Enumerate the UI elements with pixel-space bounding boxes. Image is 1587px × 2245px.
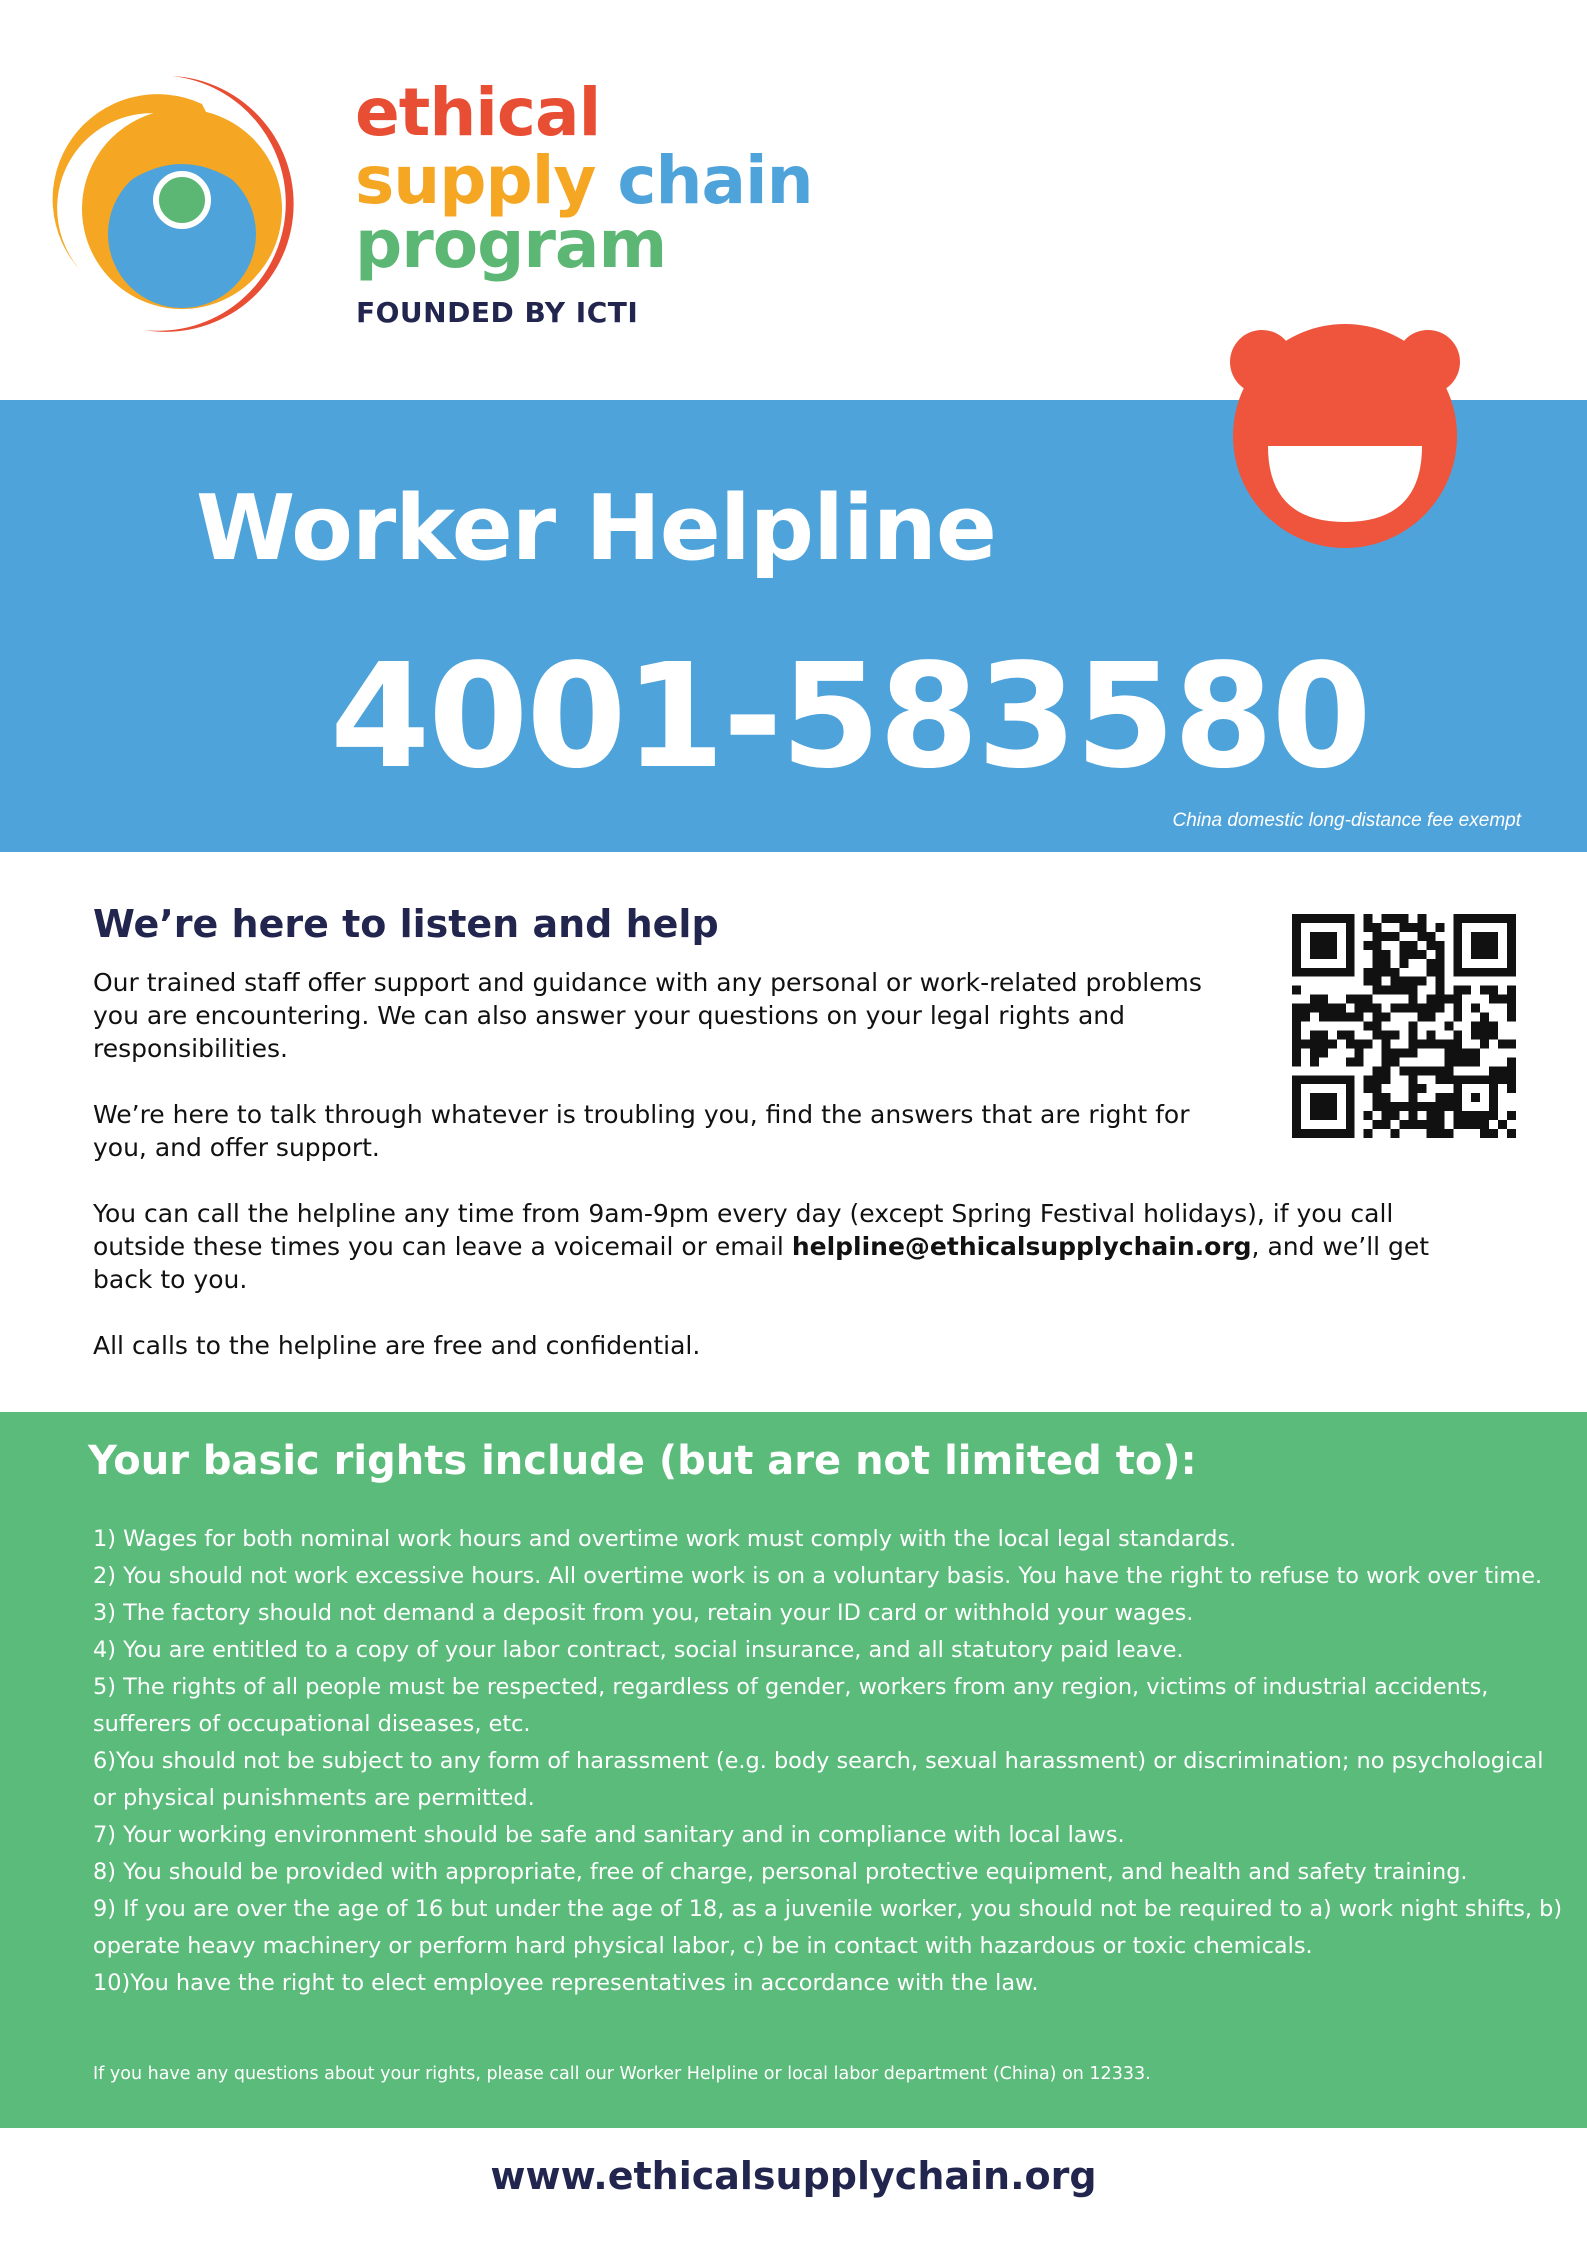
qr-module [1346,1039,1355,1048]
qr-module [1292,986,1301,995]
qr-module [1426,1030,1435,1039]
qr-module [1435,1066,1444,1075]
qr-module [1382,1013,1391,1022]
qr-module [1391,1030,1400,1039]
qr-module [1373,1084,1382,1093]
qr-module [1417,1102,1426,1111]
qr-module [1373,941,1382,950]
qr-module [1444,995,1453,1004]
qr-module [1408,1048,1417,1057]
qr-module [1489,995,1498,1004]
qr-module [1480,1129,1489,1138]
qr-module [1435,995,1444,1004]
qr-module [1391,1004,1400,1013]
qr-module [1408,1066,1417,1075]
qr-module [1453,995,1462,1004]
qr-module [1364,1111,1373,1120]
qr-module [1444,1048,1453,1057]
qr-module [1292,1039,1301,1048]
qr-module [1373,932,1382,941]
qr-module [1346,1057,1355,1066]
qr-module [1400,923,1409,932]
qr-module [1426,932,1435,941]
qr-module [1319,1039,1328,1048]
logo-green-head [156,174,208,226]
qr-module [1373,1093,1382,1102]
qr-module [1417,923,1426,932]
qr-module [1507,1039,1516,1048]
qr-module [1426,941,1435,950]
qr-module [1382,1048,1391,1057]
listen-paragraph-1: Our trained staff offer support and guidance with any personal or work-related problems you are encountering. We can also answer your questions on your legal rights and responsibilities. [93,968,1202,1063]
helpline-email-link[interactable]: helpline@ethicalsupplychain.org [791,1232,1252,1261]
qr-module [1471,1057,1480,1066]
qr-module [1391,977,1400,986]
qr-module [1400,959,1409,968]
qr-module [1498,995,1507,1004]
qr-module [1382,1102,1391,1111]
qr-module [1489,1129,1498,1138]
qr-module [1310,1030,1319,1039]
qr-module [1507,1111,1516,1120]
qr-module [1355,1057,1364,1066]
qr-module [1400,986,1409,995]
qr-module [1444,1066,1453,1075]
qr-module [1417,1039,1426,1048]
listen-paragraph-2: We’re here to talk through whatever is troubling you, find the answers that are right for you, and offer support. [93,1100,1190,1162]
qr-module [1391,932,1400,941]
logo-word-ethical: ethical [355,74,601,151]
qr-module [1382,1066,1391,1075]
qr-module [1444,1022,1453,1031]
qr-module [1408,1039,1417,1048]
qr-module [1408,986,1417,995]
qr-module [1400,1066,1409,1075]
qr-module [1373,959,1382,968]
qr-module [1319,1030,1328,1039]
qr-module [1426,1111,1435,1120]
qr-module [1408,1004,1417,1013]
qr-module [1391,986,1400,995]
listen-p3-before: You can call the helpline any time from 9am-9pm every day (except Spring Festival holidays), if you call outside these times you can leave a voicemail or email [93,1199,1394,1261]
qr-module [1373,977,1382,986]
qr-module [1391,1057,1400,1066]
qr-module [1426,1129,1435,1138]
listen-paragraph-3 [93,1197,1453,1296]
qr-module [1444,1093,1453,1102]
qr-module [1471,1022,1480,1031]
helpline-number: 4001-583580 [330,632,1370,800]
qr-module [1391,968,1400,977]
qr-module [1435,977,1444,986]
qr-module [1292,1030,1301,1039]
qr-module [1373,1004,1382,1013]
qr-module [1364,914,1373,923]
qr-module [1417,1084,1426,1093]
qr-module [1507,1129,1516,1138]
rights-item: 7) Your working environment should be safe and sanitary and in compliance with local laws. [93,1822,1125,1848]
qr-module [1364,1004,1373,1013]
qr-module [1408,1084,1417,1093]
qr-module [1400,914,1409,923]
rights-item: 5) The rights of all people must be respected, regardless of gender, workers from any region, victims of industrial accidents, sufferers of occupational diseases, etc. [93,1674,1489,1737]
qr-module [1426,1066,1435,1075]
qr-module [1435,1111,1444,1120]
logo-word-supply-chain [355,142,813,219]
rights-item: 10)You have the right to elect employee representatives in accordance with the law. [93,1970,1039,1996]
qr-module [1417,914,1426,923]
qr-module [1310,1093,1337,1120]
qr-module [1435,968,1444,977]
qr-module [1408,1120,1417,1129]
qr-module [1373,923,1382,932]
qr-module [1435,986,1444,995]
qr-module [1507,1013,1516,1022]
logo-word-chain: chain [617,142,813,219]
listen-paragraph-4: All calls to the helpline are free and confidential. [93,1331,701,1360]
qr-module [1489,1022,1498,1031]
qr-module [1471,1048,1480,1057]
qr-module [1364,995,1373,1004]
qr-module [1364,968,1373,977]
qr-module [1400,1120,1409,1129]
qr-module [1453,986,1462,995]
qr-module [1489,1066,1498,1075]
qr-module [1310,1057,1319,1066]
rights-item: 6)You should not be subject to any form of harassment (e.g. body search, sexual harassment) or discrimination; no psychological or physical punishments are permitted. [93,1748,1544,1811]
qr-module [1373,1013,1382,1022]
qr-module [1382,1093,1391,1102]
qr-module [1426,1013,1435,1022]
qr-module [1373,986,1382,995]
qr-module [1328,1039,1337,1048]
qr-module [1355,1048,1364,1057]
esp-logo-icon [42,64,332,344]
rights-footnote: If you have any questions about your rights, please call our Worker Helpline or local labor department (China) on 12333. [93,2064,1151,2084]
qr-module [1435,959,1444,968]
qr-module [1355,1039,1364,1048]
qr-module [1391,914,1400,923]
qr-module [1426,1004,1435,1013]
qr-module [1400,1102,1409,1111]
qr-module [1408,1102,1417,1111]
qr-module [1400,977,1409,986]
qr-module [1462,1048,1471,1057]
qr-module [1507,995,1516,1004]
qr-module [1435,1120,1444,1129]
qr-module [1364,1075,1373,1084]
qr-module [1364,1022,1373,1031]
qr-module [1346,995,1355,1004]
rights-item: 2) You should not work excessive hours. All overtime work is on a voluntary basis. You have the right to refuse to work over time. [93,1563,1543,1589]
logo-word-program: program [355,206,667,283]
qr-module [1471,1093,1480,1102]
qr-module [1292,1004,1301,1013]
qr-module [1337,1004,1346,1013]
qr-module [1480,986,1489,995]
qr-module [1382,1030,1391,1039]
qr-module [1480,1120,1489,1129]
qr-module [1382,1039,1391,1048]
qr-module [1408,923,1417,932]
qr-module [1417,1013,1426,1022]
qr-module [1328,1013,1337,1022]
qr-code-icon[interactable] [1292,914,1516,1138]
qr-module [1373,1066,1382,1075]
qr-module [1435,1039,1444,1048]
rights-item: 8) You should be provided with appropriate, free of charge, personal protective equipment, and health and safety training. [93,1859,1468,1885]
qr-module [1408,1022,1417,1031]
qr-module [1328,1004,1337,1013]
qr-module [1453,1039,1462,1048]
qr-module [1355,1004,1364,1013]
qr-module [1480,1039,1489,1048]
qr-module [1337,1030,1346,1039]
qr-module [1408,941,1417,950]
listen-section-body [93,966,1453,1395]
qr-module [1471,1030,1480,1039]
rights-item: 9) If you are over the age of 16 but under the age of 18, as a juvenile worker, you should not be required to a) work night shifts, b) operate heavy machinery or perform hard physical labor, c) be in contact with hazardous or toxic chemicals. [93,1896,1563,1959]
qr-module [1400,1004,1409,1013]
qr-module [1310,995,1319,1004]
qr-module [1426,968,1435,977]
qr-module [1408,977,1417,986]
qr-module [1373,1022,1382,1031]
qr-module [1444,1075,1453,1084]
rights-item: 3) The factory should not demand a deposit from you, retain your ID card or withhold your wages. [93,1600,1194,1626]
qr-module [1319,1013,1328,1022]
qr-module [1382,1075,1391,1084]
qr-module [1507,986,1516,995]
qr-module [1310,1048,1319,1057]
qr-module [1382,1057,1391,1066]
qr-module [1408,1030,1417,1039]
qr-module [1382,986,1391,995]
qr-module [1480,1022,1489,1031]
logo-word-supply: supply [355,142,596,219]
qr-module [1435,950,1444,959]
qr-module [1400,941,1409,950]
qr-module [1444,1102,1453,1111]
qr-module [1382,1120,1391,1129]
rights-item: 4) You are entitled to a copy of your labor contract, social insurance, and all statutory paid leave. [93,1637,1184,1663]
qr-module [1426,959,1435,968]
qr-module [1498,1075,1507,1084]
qr-module [1435,1129,1444,1138]
qr-module [1426,995,1435,1004]
qr-module [1364,941,1373,950]
qr-module [1292,1057,1301,1066]
qr-module [1462,986,1471,995]
qr-module [1292,1013,1301,1022]
qr-module [1301,1013,1310,1022]
qr-module [1498,1039,1507,1048]
qr-module [1471,1004,1480,1013]
qr-module [1417,1120,1426,1129]
qr-module [1426,1120,1435,1129]
qr-module [1346,1030,1355,1039]
qr-module [1444,1057,1453,1066]
qr-module [1310,1004,1319,1013]
qr-module [1319,1048,1328,1057]
qr-module [1507,1084,1516,1093]
qr-module [1382,959,1391,968]
qr-module [1426,1102,1435,1111]
qr-module [1391,1129,1400,1138]
qr-module [1426,1039,1435,1048]
qr-module [1364,977,1373,986]
qr-module [1435,1004,1444,1013]
qr-module [1292,1048,1301,1057]
qr-module [1391,1111,1400,1120]
qr-module [1355,995,1364,1004]
qr-module [1453,1030,1462,1039]
qr-module [1480,1030,1489,1039]
qr-module [1364,923,1373,932]
qr-module [1382,1111,1391,1120]
qr-module [1355,1013,1364,1022]
qr-module [1382,968,1391,977]
qr-module [1444,1129,1453,1138]
qr-module [1292,1022,1301,1031]
qr-module [1453,1004,1462,1013]
qr-module [1498,1066,1507,1075]
qr-module [1373,1102,1382,1111]
qr-module [1417,977,1426,986]
qr-module [1382,950,1391,959]
qr-module [1507,1057,1516,1066]
qr-module [1417,1004,1426,1013]
qr-module [1373,950,1382,959]
qr-module [1417,932,1426,941]
qr-module [1435,1093,1444,1102]
qr-module [1417,1066,1426,1075]
qr-module [1301,1039,1310,1048]
qr-module [1435,1102,1444,1111]
qr-module [1408,1075,1417,1084]
qr-module [1453,1013,1462,1022]
listen-p3-after: , and we’ll get back to you. [93,1232,1430,1294]
qr-module [1364,1039,1373,1048]
qr-module [1453,1048,1462,1057]
qr-module [1453,1057,1462,1066]
qr-module [1435,923,1444,932]
rights-title: Your basic rights include (but are not limited to): [88,1438,1197,1484]
qr-module [1507,1004,1516,1013]
qr-module [1408,1093,1417,1102]
qr-module [1471,932,1498,959]
qr-module [1400,950,1409,959]
qr-module [1373,1120,1382,1129]
qr-module [1346,1013,1355,1022]
fee-exempt-note: China domestic long-distance fee exempt [1172,810,1521,831]
qr-module [1408,995,1417,1004]
qr-module [1391,1102,1400,1111]
qr-module [1498,1120,1507,1129]
logo-founded-by: FOUNDED BY ICTI [356,296,639,329]
qr-module [1408,950,1417,959]
listen-section-title: We’re here to listen and help [93,902,719,946]
qr-module [1373,968,1382,977]
qr-module [1480,1013,1489,1022]
qr-module [1453,1120,1462,1129]
rights-list [93,1521,1563,2002]
qr-module [1382,932,1391,941]
qr-module [1489,986,1498,995]
qr-module [1319,995,1328,1004]
qr-module [1364,1084,1373,1093]
qr-module [1310,1039,1319,1048]
qr-module [1435,941,1444,950]
qr-module [1417,950,1426,959]
qr-module [1507,1075,1516,1084]
qr-module [1462,1120,1471,1129]
qr-module [1382,914,1391,923]
qr-module [1444,1039,1453,1048]
qr-module [1471,1120,1480,1129]
qr-module [1301,1004,1310,1013]
qr-module [1435,1075,1444,1084]
qr-module [1507,1066,1516,1075]
qr-module [1462,1057,1471,1066]
qr-module [1489,1030,1498,1039]
qr-module [1310,932,1337,959]
qr-module [1373,1075,1382,1084]
smiling-bear-mascot-icon [1220,322,1470,554]
qr-module [1319,1004,1328,1013]
qr-module [1391,1048,1400,1057]
qr-module [1373,1030,1382,1039]
qr-module [1400,1048,1409,1057]
qr-module [1408,1111,1417,1120]
helpline-title: Worker Helpline [196,476,996,581]
rights-item: 1) Wages for both nominal work hours and overtime work must comply with the local legal standards. [93,1526,1237,1552]
qr-module [1337,1013,1346,1022]
website-url-link[interactable]: www.ethicalsupplychain.org [490,2154,1097,2198]
qr-module [1364,1129,1373,1138]
